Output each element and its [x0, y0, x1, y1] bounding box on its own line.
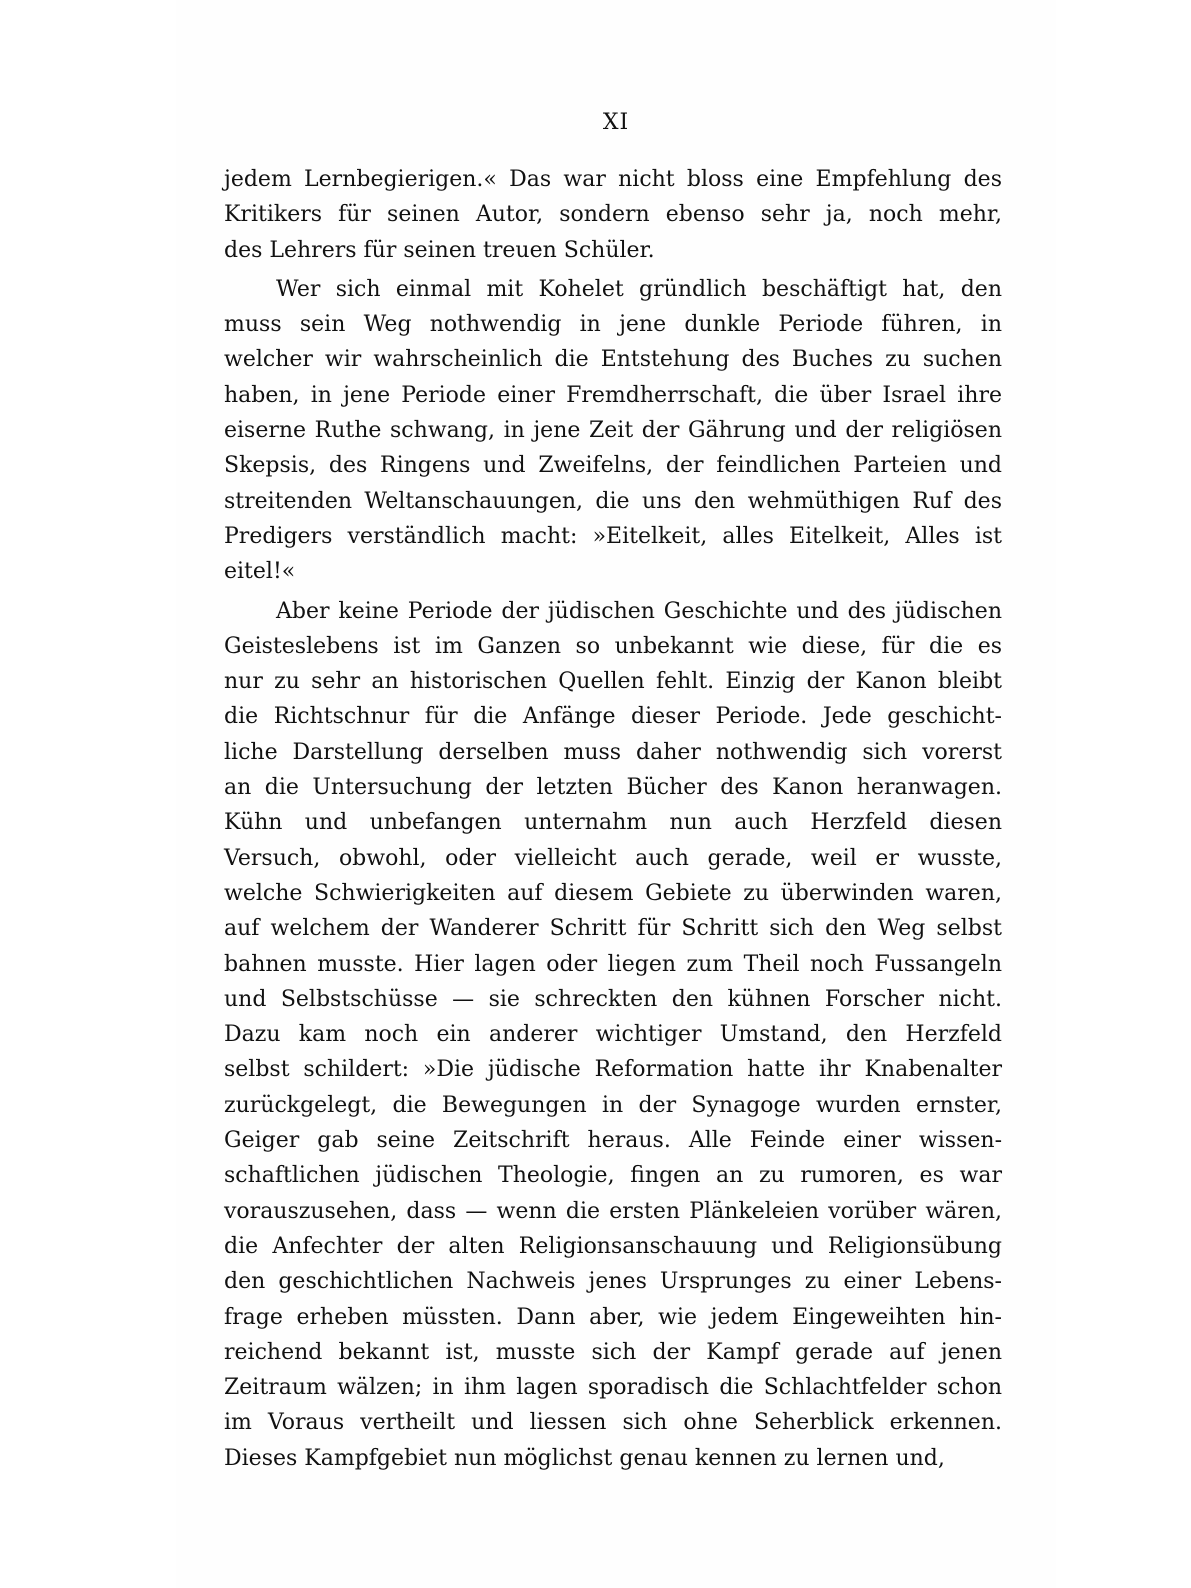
text-line: Skepsis, des Ringens und Zweifelns, der feindlichen Parteien und	[224, 453, 1002, 479]
text-line: reichend bekannt ist, musste sich der Kampf gerade auf jenen	[224, 1339, 1002, 1365]
text-line: jedem Lernbegierigen.« Das war nicht bloss eine Empfehlung des	[224, 167, 1002, 192]
text-line: die Richtschnur für die Anfänge dieser Periode. Jede geschicht-	[224, 704, 1002, 730]
text-line: auf welchem der Wanderer Schritt für Schritt sich den Weg selbst	[224, 916, 1002, 942]
text-line: frage erheben müssten. Dann aber, wie jedem Eingeweihten hin-	[224, 1304, 1002, 1330]
text-line: Dazu kam noch ein anderer wichtiger Umstand, den Herzfeld	[224, 1022, 1002, 1048]
text-line: Geiger gab seine Zeitschrift heraus. Alle Feinde einer wissen-	[224, 1128, 1002, 1154]
text-line: Zeitraum wälzen; in ihm lagen sporadisch die Schlachtfelder schon	[224, 1375, 1002, 1401]
paragraph	[224, 272, 1002, 590]
text-line: selbst schildert: »Die jüdische Reformation hatte ihr Knabenalter	[224, 1057, 1002, 1083]
text-line: des Lehrers für seinen treuen Schüler.	[224, 237, 655, 263]
text-line: Kühn und unbefangen unternahm nun auch Herzfeld diesen	[224, 810, 1002, 836]
text-line: die Anfechter der alten Religionsanschauung und Religionsübung	[224, 1233, 1002, 1259]
text-line: eiserne Ruthe schwang, in jene Zeit der Gährung und der religiösen	[224, 418, 1002, 444]
text-line: Aber keine Periode der jüdischen Geschichte und des jüdischen	[276, 598, 1002, 624]
text-line: bahnen musste. Hier lagen oder liegen zum Theil noch Fussangeln	[224, 951, 1002, 977]
text-line: Kritikers für seinen Autor, sondern ebenso sehr ja, noch mehr,	[224, 202, 1002, 228]
book-page	[176, 0, 1056, 1588]
text-line: welche Schwierigkeiten auf diesem Gebiete zu überwinden waren,	[224, 880, 1002, 906]
text-line: im Voraus vertheilt und liessen sich ohne Seherblick erkennen.	[224, 1410, 1002, 1436]
text-line: streitenden Weltanschauungen, die uns den wehmüthigen Ruf des	[224, 488, 1002, 514]
text-line: Dieses Kampfgebiet nun möglichst genau kennen zu lernen und,	[224, 1445, 945, 1471]
text-line: an die Untersuchung der letzten Bücher des Kanon heranwagen.	[224, 775, 1002, 801]
text-line: Geisteslebens ist im Ganzen so unbekannt wie diese, für die es	[224, 633, 1002, 659]
text-line: Wer sich einmal mit Kohelet gründlich beschäftigt hat, den	[276, 276, 1002, 302]
text-line: und Selbstschüsse — sie schreckten den kühnen Forscher nicht.	[224, 986, 1002, 1012]
paragraph	[224, 594, 1002, 1476]
text-line: liche Darstellung derselben muss daher nothwendig sich vorerst	[224, 739, 1002, 765]
text-line: Predigers verständlich macht: »Eitelkeit, alles Eitelkeit, Alles ist	[224, 523, 1002, 549]
paragraph	[224, 162, 1002, 268]
text-line: nur zu sehr an historischen Quellen fehlt. Einzig der Kanon bleibt	[224, 669, 1002, 695]
body-text	[224, 162, 1002, 1476]
text-line: eitel!«	[224, 559, 296, 585]
text-line: den geschichtlichen Nachweis jenes Ursprunges zu einer Lebens-	[224, 1269, 1002, 1295]
text-line: vorauszusehen, dass — wenn die ersten Plänkeleien vorüber wären,	[224, 1198, 1002, 1224]
text-line: muss sein Weg nothwendig in jene dunkle Periode führen, in	[224, 312, 1002, 338]
text-line: welcher wir wahrscheinlich die Entstehung des Buches zu suchen	[224, 347, 1002, 373]
text-line: Versuch, obwohl, oder vielleicht auch gerade, weil er wusste,	[224, 845, 1002, 871]
text-line: haben, in jene Periode einer Fremdherrschaft, die über Israel ihre	[224, 382, 1002, 408]
text-line: schaftlichen jüdischen Theologie, fingen an zu rumoren, es war	[224, 1163, 1002, 1189]
page-number: XI	[602, 110, 630, 135]
text-line: zurückgelegt, die Bewegungen in der Synagoge wurden ernster,	[224, 1092, 1002, 1118]
